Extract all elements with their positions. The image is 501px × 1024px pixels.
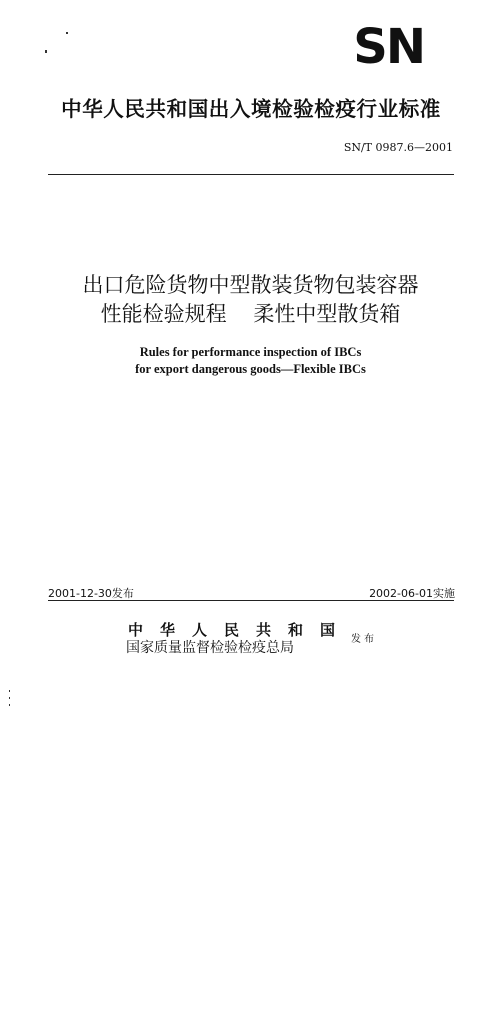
sn-logo: SN — [353, 19, 424, 75]
title-english-line-1: Rules for performance inspection of IBCs — [139, 345, 362, 359]
scan-speck — [9, 690, 10, 692]
title-chinese-line-2: 性能检验规程 柔性中型散货箱 — [100, 302, 401, 326]
header-divider — [48, 174, 454, 175]
scan-speck — [9, 697, 10, 699]
implementation-date: 2002-06-01实施 — [369, 587, 455, 600]
title-english-line-2: for export dangerous goods—Flexible IBCs — [135, 362, 366, 376]
title-chinese-line-1: 出口危险货物中型散装货物包装容器 — [82, 273, 419, 297]
issuer-country: 中华人民共和国 — [128, 621, 353, 639]
issued-label: 发布 — [351, 634, 377, 645]
issue-date: 2001-12-30发布 — [48, 587, 134, 600]
issuer-agency: 国家质量监督检验检疫总局 — [126, 640, 294, 656]
standard-category-title: 中华人民共和国出入境检验检疫行业标准 — [61, 97, 441, 121]
scan-speck — [66, 32, 68, 34]
scan-speck — [9, 704, 10, 706]
standard-number: SN/T 0987.6—2001 — [343, 141, 453, 154]
scan-speck — [45, 50, 47, 53]
footer-divider — [48, 600, 454, 601]
